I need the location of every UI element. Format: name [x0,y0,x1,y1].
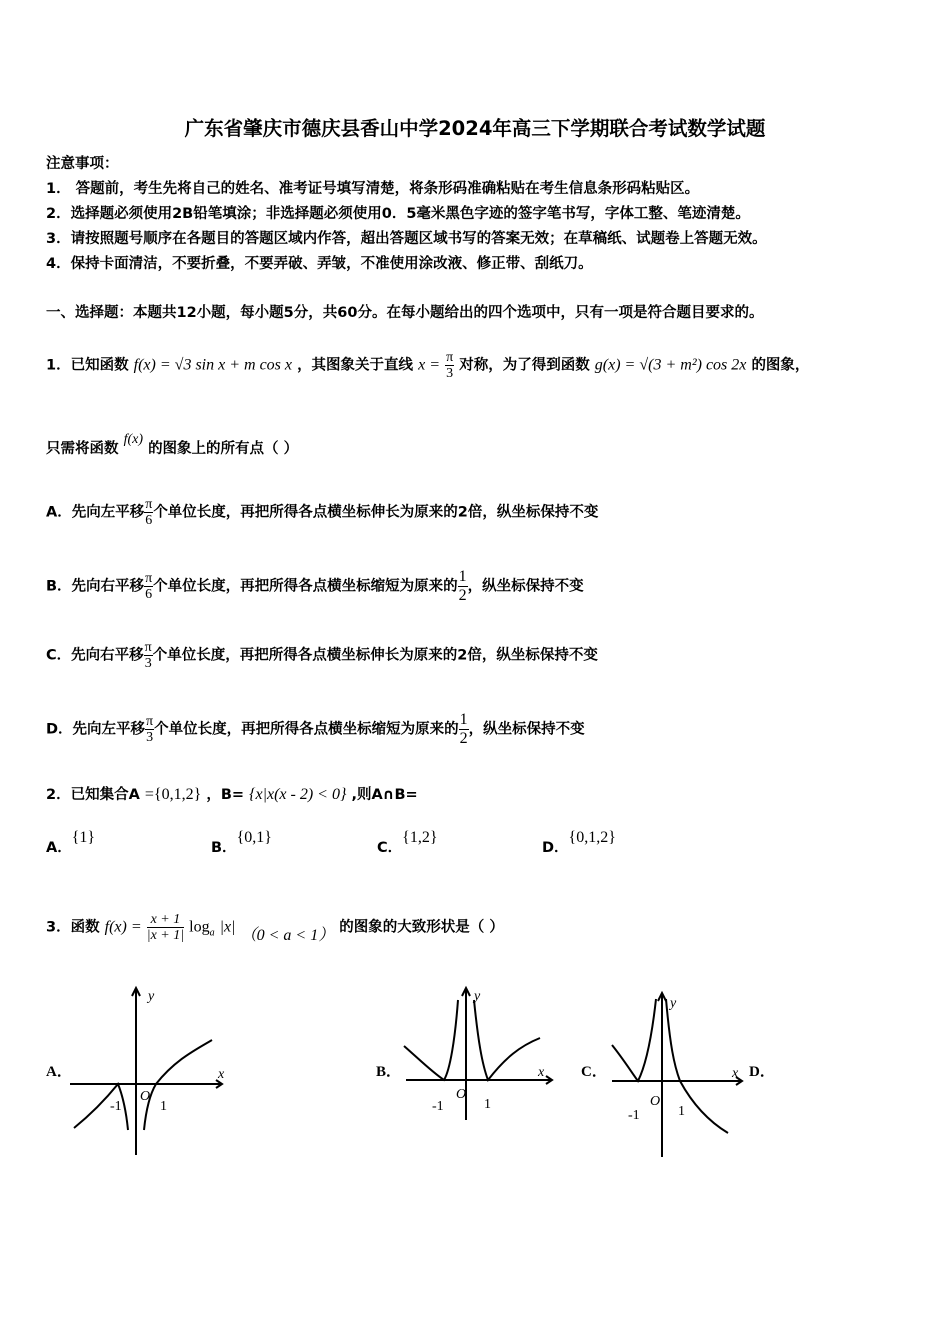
option-label: C． [377,840,403,856]
neg-one-label: -1 [432,1099,444,1114]
q2-set-b: {x|x(x - 2) < 0} [249,786,347,803]
q3-log-base: a [209,927,215,939]
y-label: y [474,989,481,1004]
fraction-den: 2 [459,730,468,747]
notice-item: 4．保持卡面清洁，不要折叠，不要弄破、弄皱，不准使用涂改液、修正带、刮纸刀。 [46,256,593,272]
fraction-den: 3 [146,730,154,745]
q2-stem [46,783,418,804]
fraction-num: 1 [458,568,467,585]
option-value: {0,1} [236,829,272,846]
notice-heading: 注意事项： [46,156,119,172]
option-value: {1} [71,829,96,846]
q1-line-x: x = [418,356,441,374]
option-text: 个单位长度，再把所得各点横坐标缩短为原来的 [153,578,458,595]
fraction-num: π [145,571,153,586]
q2-comma: ，B= [206,787,245,803]
x-label: x [218,1067,225,1082]
option-label: A．先向左平移 [46,504,145,521]
y-label: y [670,996,677,1011]
q3-option-d-label: D． [749,1064,775,1080]
fraction-num: 1 [459,711,468,728]
option-label: B． [211,840,237,856]
page-title: 广东省肇庆市德庆县香山中学2024年高三下学期联合考试数学试题 [184,117,766,140]
q3-log: log [189,918,210,936]
option-label: A． [46,840,72,856]
q1-line-num: π [446,350,454,365]
q1-option-a [46,497,598,528]
option-label: D． [542,840,569,856]
q3-fraction [147,912,184,943]
option-fraction [144,571,153,602]
q3-stem [46,912,504,943]
option-text: 个单位长度，再把所得各点横坐标缩短为原来的 [154,721,459,738]
q3-option-a-label: A． [46,1064,72,1080]
notice-item: 2．选择题必须使用2B铅笔填涂；非选择题必须使用0．5毫米黑色字迹的签字笔书写，字体工整、笔迹清楚。 [46,206,750,222]
fraction-num: π [144,640,152,655]
q2-option-b [211,829,272,857]
curve-left [404,1000,458,1080]
q1-line-fraction [445,350,454,381]
fraction-num: x + 1 [147,912,184,928]
q1-mid1: ，其图象关于直线 [297,357,414,374]
q2-option-c [377,829,438,857]
q1-gx: g(x) = √(3 + m²) cos 2x [594,356,747,374]
q1-fx: f(x) = √3 sin x + m cos x [133,356,292,374]
option-fraction [144,497,153,528]
one-label: 1 [160,1099,167,1114]
graph-b [400,980,560,1130]
option-label: B．先向右平移 [46,578,145,595]
option-text: 个单位长度，再把所得各点横坐标伸长为原来的2倍，纵坐标保持不变 [153,504,599,521]
curve-right [666,999,728,1133]
y-label: y [148,989,155,1004]
q2-set-a: ={0,1,2} [144,786,202,803]
q3-option-b-label: B． [376,1064,402,1080]
option-fraction-2 [459,711,469,748]
option-tail: ，纵坐标保持不变 [468,721,585,738]
q2-end: ,则A∩B= [351,787,418,803]
origin-label: O [140,1089,151,1104]
q1-mid2: 对称，为了得到函数 [459,357,590,374]
q3-prefix: 3．函数 [46,919,100,936]
graph-c [608,985,758,1165]
option-text: 个单位长度，再把所得各点横坐标伸长为原来的2倍，纵坐标保持不变 [152,647,598,664]
option-fraction-2 [458,568,468,605]
one-label: 1 [678,1104,685,1119]
option-label: D．先向左平移 [46,721,146,738]
q2-prefix: 2．已知集合A [46,787,140,803]
fraction-num: π [145,497,153,512]
curve-right [474,1000,540,1080]
option-fraction [144,640,153,671]
option-value: {1,2} [402,829,438,846]
origin-label: O [456,1087,467,1102]
graph-a [70,980,230,1160]
q1-line2-fx: f(x) [123,432,143,447]
x-label: x [732,1066,739,1081]
notice-item: 1． 答题前，考生先将自己的姓名、准考证号填写清楚，将条形码准确粘贴在考生信息条形码粘贴区。 [46,181,700,197]
neg-one-label: -1 [628,1108,640,1123]
q1-line2 [46,432,299,458]
fraction-den: 3 [144,656,152,671]
x-label: x [538,1065,545,1080]
section-heading: 一、选择题：本题共12小题，每小题5分，共60分。在每小题给出的四个选项中，只有一项是符合题目要求的。 [46,305,764,321]
q1-line-den: 3 [446,366,454,381]
q1-line2-end: 的图象上的所有点（ ） [148,441,299,457]
curve-left [612,999,656,1081]
q1-option-d [46,711,585,748]
q1-end: 的图象， [751,357,810,374]
option-label: C．先向右平移 [46,647,144,664]
q1-option-c [46,640,598,671]
fraction-den: 6 [145,587,153,602]
q2-option-d [542,829,616,857]
fraction-den: |x + 1| [146,928,185,943]
q1-prefix: 1．已知函数 [46,357,129,374]
notice-item: 3．请按照题号顺序在各题目的答题区域内作答，超出答题区域书写的答案无效；在草稿纸、试题卷上答题无效。 [46,231,767,247]
one-label: 1 [484,1097,491,1112]
q1-line2-prefix: 只需将函数 [46,441,119,457]
option-tail: ，纵坐标保持不变 [467,578,584,595]
option-value: {0,1,2} [568,829,616,846]
neg-one-label: -1 [110,1099,122,1114]
q1-option-b [46,568,584,605]
q3-end: 的图象的大致形状是（ ） [339,919,504,936]
origin-label: O [650,1094,661,1109]
q3-fx: f(x) = [104,918,142,936]
q2-option-a [46,829,96,857]
fraction-num: π [146,714,154,729]
q3-option-c-label: C． [581,1064,607,1080]
q1-stem [46,350,809,381]
fraction-den: 2 [458,587,467,604]
fraction-den: 6 [145,513,153,528]
q3-log-arg: |x| [219,918,236,936]
option-fraction [145,714,154,745]
q3-condition: （0 < a < 1） [240,926,335,944]
